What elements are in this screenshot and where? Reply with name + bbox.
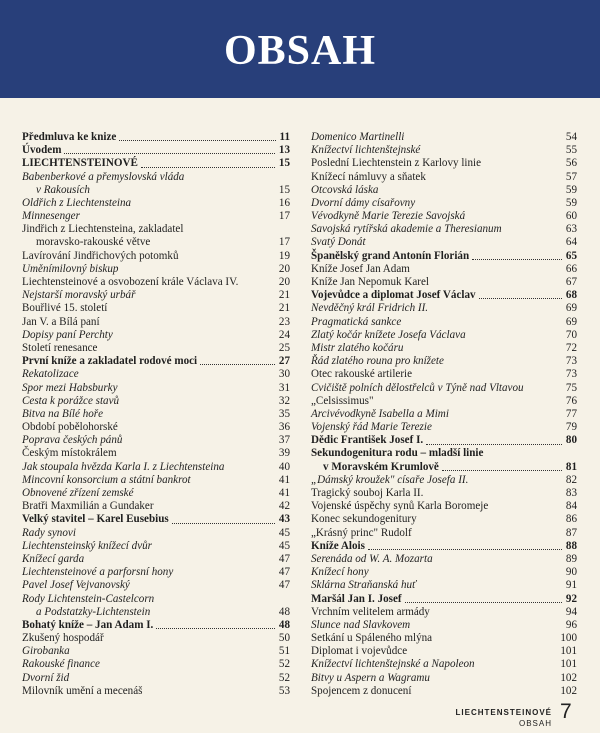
toc-entry-page: 37 xyxy=(278,434,290,447)
toc-entry-page: 59 xyxy=(565,196,577,209)
toc-entry-page: 64 xyxy=(565,236,577,249)
toc-entry xyxy=(311,250,577,263)
toc-leader xyxy=(472,259,562,260)
toc-entry-title: Konec sekundogenitury xyxy=(311,513,417,526)
toc-entry-title: Bohatý kníže – Jan Adam I. xyxy=(22,618,154,631)
toc-entry-title: Sekundogenitura rodu – mladší linie xyxy=(311,447,484,460)
toc-entry-page: 55 xyxy=(565,144,577,157)
toc-entry-title: LIECHTENSTEINOVÉ xyxy=(22,157,138,170)
page-title: OBSAH xyxy=(223,28,377,74)
toc-entry-page: 17 xyxy=(278,236,290,249)
toc-entry-title: Bitva na Bílé hoře xyxy=(22,407,104,420)
footer-subsection-label: OBSAH xyxy=(518,719,552,728)
toc-entry xyxy=(22,513,290,526)
toc-entry-page: 27 xyxy=(278,355,290,368)
toc-entry xyxy=(22,421,290,434)
toc-entry-page: 32 xyxy=(278,394,290,407)
toc-entry-page: 59 xyxy=(565,183,577,196)
toc-entry-title: Rakouské finance xyxy=(22,658,100,671)
toc-entry xyxy=(311,474,577,487)
toc-entry xyxy=(311,144,577,157)
toc-entry xyxy=(22,237,290,250)
toc-entry-page: 41 xyxy=(278,473,290,486)
toc-entry-title: Velký stavitel – Karel Eusebius xyxy=(22,513,169,526)
toc-entry xyxy=(311,382,577,395)
toc-entry xyxy=(311,461,577,474)
toc-entry-title: Dvorní dámy císařovny xyxy=(311,196,416,209)
toc-entry-page: 35 xyxy=(278,407,290,420)
toc-entry xyxy=(22,157,290,170)
toc-entry-page: 45 xyxy=(278,526,290,539)
toc-entry xyxy=(22,645,290,658)
toc-entry xyxy=(22,632,290,645)
toc-entry xyxy=(311,289,577,302)
toc-entry-title: Knížecí garda xyxy=(22,552,85,565)
footer-section-label: LIECHTENSTEINOVÉ xyxy=(455,708,552,717)
toc-entry xyxy=(311,302,577,315)
toc-entry-page: 101 xyxy=(560,645,577,658)
toc-entry xyxy=(22,368,290,381)
toc-entry-page: 60 xyxy=(565,210,577,223)
toc-entry-title: Rody Lichtenstein-Castelcorn xyxy=(22,592,155,605)
toc-entry xyxy=(22,540,290,553)
toc-entry-title: Vojevůdce a diplomat Josef Václav xyxy=(311,289,476,302)
header-band xyxy=(0,0,600,98)
toc-entry-page: 36 xyxy=(278,421,290,434)
toc-entry-title: Milovník umění a mecenáš xyxy=(22,684,143,697)
toc-entry xyxy=(22,223,290,236)
toc-entry xyxy=(22,382,290,395)
toc-entry-page: 77 xyxy=(565,407,577,420)
toc-entry xyxy=(311,197,577,210)
toc-entry-page: 52 xyxy=(278,671,290,684)
toc-entry-page: 84 xyxy=(565,500,577,513)
toc-entry-page: 20 xyxy=(278,276,290,289)
toc-entry xyxy=(22,672,290,685)
toc-entry-page: 57 xyxy=(565,170,577,183)
toc-entry-page: 66 xyxy=(565,262,577,275)
toc-entry-page: 30 xyxy=(278,368,290,381)
toc-entry-title: Rekatolizace xyxy=(22,368,79,381)
toc-entry xyxy=(311,685,577,698)
toc-leader xyxy=(426,444,562,445)
toc-entry-title: Dědic František Josef I. xyxy=(311,434,424,447)
toc-entry xyxy=(311,157,577,170)
toc-entry-page: 81 xyxy=(565,460,577,473)
toc-entry-title: moravsko-rakouské větve xyxy=(36,236,151,249)
toc-entry-page: 21 xyxy=(278,289,290,302)
toc-entry xyxy=(311,579,577,592)
toc-entry xyxy=(22,474,290,487)
toc-leader xyxy=(64,153,274,154)
toc-entry-title: Svatý Donát xyxy=(311,236,366,249)
toc-entry-title: Lavírování Jindřichových potomků xyxy=(22,249,179,262)
toc-entry-title: Století renesance xyxy=(22,341,98,354)
toc-entry xyxy=(22,500,290,513)
toc-entry xyxy=(22,527,290,540)
toc-entry xyxy=(22,566,290,579)
toc-entry xyxy=(311,276,577,289)
toc-entry-page: 20 xyxy=(278,262,290,275)
toc-entry xyxy=(311,171,577,184)
toc-entry-page: 67 xyxy=(565,276,577,289)
toc-leader xyxy=(442,470,562,471)
toc-entry-title: Zkušený hospodář xyxy=(22,632,104,645)
toc-entry-title: Úvodem xyxy=(22,144,62,157)
toc-entry-title: Poprava českých pánů xyxy=(22,434,123,447)
toc-entry-title: Cesta k porážce stavů xyxy=(22,394,120,407)
toc-entry-title: Kníže Josef Jan Adam xyxy=(311,262,410,275)
toc-entry xyxy=(311,566,577,579)
toc-entry xyxy=(22,593,290,606)
toc-entry xyxy=(22,197,290,210)
toc-entry-page: 43 xyxy=(278,513,290,526)
toc-entry xyxy=(311,184,577,197)
toc-entry-page: 24 xyxy=(278,328,290,341)
toc-entry-title: Dvorní žid xyxy=(22,671,70,684)
toc-entry-title: Otec rakouské artilerie xyxy=(311,368,413,381)
toc-entry xyxy=(22,395,290,408)
toc-entry xyxy=(22,316,290,329)
toc-entry-page: 96 xyxy=(565,618,577,631)
toc-entry-title: Knížectví lichtenštejnské xyxy=(311,144,421,157)
toc-entry xyxy=(311,434,577,447)
toc-entry-page: 47 xyxy=(278,566,290,579)
toc-right-column xyxy=(311,131,577,698)
toc-entry xyxy=(311,329,577,342)
toc-entry-title: Arcivévodkyně Isabella a Mimi xyxy=(311,407,449,420)
toc-entry-title: Vévodkyně Marie Terezie Savojská xyxy=(311,210,466,223)
toc-entry-title: Předmluva ke knize xyxy=(22,130,117,143)
toc-entry xyxy=(311,487,577,500)
toc-entry-title: Obnovené zřízení zemské xyxy=(22,487,134,500)
toc-entry-page: 53 xyxy=(278,684,290,697)
toc-entry-title: Oldřich z Liechtensteina xyxy=(22,196,132,209)
toc-entry-page: 82 xyxy=(565,473,577,486)
toc-entry xyxy=(22,131,290,144)
toc-leader xyxy=(119,140,275,141)
toc-entry-page: 86 xyxy=(565,513,577,526)
toc-entry-title: Minnesenger xyxy=(22,210,80,223)
toc-entry-page: 23 xyxy=(278,315,290,328)
toc-entry-title: Diplomat i vojevůdce xyxy=(311,645,408,658)
toc-entry xyxy=(311,513,577,526)
toc-entry-title: Bitvy u Aspern a Wagramu xyxy=(311,671,430,684)
toc-entry-page: 73 xyxy=(565,368,577,381)
toc-entry xyxy=(311,316,577,329)
toc-entry-title: Serenáda od W. A. Mozarta xyxy=(311,552,433,565)
toc-entry xyxy=(22,250,290,263)
toc-entry-title: Domenico Martinelli xyxy=(311,130,405,143)
toc-entry-page: 56 xyxy=(565,157,577,170)
toc-entry-page: 48 xyxy=(278,618,290,631)
toc-entry-page: 47 xyxy=(278,552,290,565)
toc-entry-page: 11 xyxy=(279,130,290,143)
toc-entry-title: Babenberkové a přemyslovská vláda xyxy=(22,170,185,183)
toc-entry-page: 90 xyxy=(565,566,577,579)
toc-entry-title: Nejstarší moravský urbář xyxy=(22,289,136,302)
toc-entry-page: 63 xyxy=(565,223,577,236)
toc-entry xyxy=(22,448,290,461)
toc-entry-title: Knížecí námluvy a sňatek xyxy=(311,170,426,183)
toc-entry-title: Sklárna Straňanská huť xyxy=(311,579,417,592)
toc-entry-title: Jan V. a Bílá paní xyxy=(22,315,100,328)
toc-entry-page: 17 xyxy=(278,210,290,223)
toc-entry xyxy=(22,685,290,698)
toc-entry-page: 19 xyxy=(278,249,290,262)
toc-entry xyxy=(311,448,577,461)
toc-entry-page: 72 xyxy=(565,341,577,354)
toc-leader xyxy=(156,628,275,629)
toc-entry-title: v Moravském Krumlově xyxy=(323,460,439,473)
toc-entry xyxy=(22,289,290,302)
toc-entry-page: 41 xyxy=(278,487,290,500)
toc-entry-page: 87 xyxy=(565,526,577,539)
toc-entry-page: 89 xyxy=(565,552,577,565)
toc-entry xyxy=(311,500,577,513)
toc-leader xyxy=(141,167,275,168)
toc-entry-title: Kníže Alois xyxy=(311,539,365,552)
toc-leader xyxy=(479,298,562,299)
toc-entry-title: Knížectví lichtenštejnské a Napoleon xyxy=(311,658,475,671)
toc-entry xyxy=(311,342,577,355)
toc-entry-title: Liechtensteinský knížecí dvůr xyxy=(22,539,152,552)
toc-entry xyxy=(22,184,290,197)
toc-entry xyxy=(22,171,290,184)
toc-entry xyxy=(22,210,290,223)
toc-entry-page: 88 xyxy=(565,539,577,552)
toc-entry-page: 15 xyxy=(278,183,290,196)
toc-entry-title: Vrchním velitelem armády xyxy=(311,605,430,618)
toc-entry-title: Pragmatická sankce xyxy=(311,315,402,328)
toc-entry-title: Jak stoupala hvězda Karla I. z Liechtensteina xyxy=(22,460,225,473)
toc-entry-title: Bratři Maxmilián a Gundaker xyxy=(22,500,154,513)
toc-entry-title: Dopisy paní Perchty xyxy=(22,328,113,341)
toc-entry-page: 91 xyxy=(565,579,577,592)
toc-entry-page: 39 xyxy=(278,447,290,460)
toc-entry-page: 45 xyxy=(278,539,290,552)
toc-entry xyxy=(22,263,290,276)
toc-entry xyxy=(22,461,290,474)
toc-left-column xyxy=(22,131,290,698)
toc-entry xyxy=(311,672,577,685)
toc-entry xyxy=(22,606,290,619)
toc-entry xyxy=(311,645,577,658)
page-number: 7 xyxy=(560,700,572,723)
toc-entry xyxy=(22,553,290,566)
toc-entry xyxy=(311,223,577,236)
toc-entry xyxy=(22,619,290,632)
toc-entry xyxy=(22,342,290,355)
toc-entry xyxy=(311,659,577,672)
toc-entry-title: Girobanka xyxy=(22,645,70,658)
toc-entry xyxy=(311,619,577,632)
toc-entry-title: „Celsissimus" xyxy=(311,394,374,407)
toc-entry-page: 42 xyxy=(278,500,290,513)
toc-entry xyxy=(22,276,290,289)
toc-entry-title: Uměnímilovný biskup xyxy=(22,262,119,275)
toc-entry-title: Setkání u Spáleného mlýna xyxy=(311,632,433,645)
toc-entry-title: Maršál Jan I. Josef xyxy=(311,592,402,605)
toc-entry-title: Nevděčný král Fridrich II. xyxy=(311,302,429,315)
toc-entry-title: Mistr zlatého kočáru xyxy=(311,341,404,354)
toc-entry-title: v Rakousích xyxy=(36,183,90,196)
toc-entry-page: 25 xyxy=(278,341,290,354)
toc-entry xyxy=(311,540,577,553)
toc-entry-title: Vojenské úspěchy synů Karla Boromeje xyxy=(311,500,489,513)
toc-entry-page: 100 xyxy=(560,632,577,645)
toc-entry xyxy=(22,144,290,157)
toc-entry xyxy=(311,355,577,368)
toc-entry-page: 54 xyxy=(565,130,577,143)
toc-entry-page: 50 xyxy=(278,632,290,645)
toc-entry xyxy=(311,632,577,645)
toc-entry-title: Liechtensteinové a parforsní hony xyxy=(22,566,174,579)
toc-entry xyxy=(311,527,577,540)
toc-leader xyxy=(405,602,562,603)
toc-entry-title: Spor mezi Habsburky xyxy=(22,381,118,394)
toc-entry-page: 83 xyxy=(565,487,577,500)
toc-entry-title: Slunce nad Slavkovem xyxy=(311,618,411,631)
toc-entry-title: Českým místokrálem xyxy=(22,447,117,460)
toc-entry-title: Kníže Jan Nepomuk Karel xyxy=(311,276,429,289)
toc-entry xyxy=(311,395,577,408)
toc-entry xyxy=(311,606,577,619)
toc-entry xyxy=(311,210,577,223)
toc-entry-title: „Dámský kroužek" císaře Josefa II. xyxy=(311,473,469,486)
toc-entry-page: 47 xyxy=(278,579,290,592)
toc-entry xyxy=(22,487,290,500)
toc-entry-page: 102 xyxy=(560,684,577,697)
toc-leader xyxy=(200,364,275,365)
toc-entry xyxy=(22,659,290,672)
toc-entry-title: Tragický souboj Karla II. xyxy=(311,487,424,500)
toc-entry-title: Vojenský řád Marie Terezie xyxy=(311,421,432,434)
toc-entry xyxy=(22,579,290,592)
toc-entry-page: 101 xyxy=(560,658,577,671)
toc-entry xyxy=(311,553,577,566)
toc-entry-page: 73 xyxy=(565,355,577,368)
toc-entry-page: 48 xyxy=(278,605,290,618)
toc-entry-page: 75 xyxy=(565,381,577,394)
toc-entry-title: Španělský grand Antonín Florián xyxy=(311,249,470,262)
toc-entry-title: Období pobělohorské xyxy=(22,421,118,434)
toc-entry-page: 79 xyxy=(565,421,577,434)
toc-entry-page: 94 xyxy=(565,605,577,618)
toc-entry xyxy=(22,329,290,342)
toc-entry-page: 40 xyxy=(278,460,290,473)
toc-entry-title: Cvičiště polních dělostřelců v Týně nad Vltavou xyxy=(311,381,524,394)
toc-entry-title: „Krásný princ" Rudolf xyxy=(311,526,412,539)
toc-entry-page: 68 xyxy=(565,289,577,302)
toc-entry-page: 21 xyxy=(278,302,290,315)
toc-entry xyxy=(22,434,290,447)
toc-entry xyxy=(311,263,577,276)
toc-entry xyxy=(22,408,290,421)
toc-entry-title: Pavel Josef Vejvanovský xyxy=(22,579,130,592)
toc-entry-page: 80 xyxy=(565,434,577,447)
toc-entry-page: 76 xyxy=(565,394,577,407)
toc-entry-page: 102 xyxy=(560,671,577,684)
toc-entry-title: Řád zlatého rouna pro knížete xyxy=(311,355,444,368)
toc-entry xyxy=(311,408,577,421)
toc-entry-page: 65 xyxy=(565,249,577,262)
toc-entry xyxy=(22,302,290,315)
toc-entry-page: 31 xyxy=(278,381,290,394)
toc-entry-title: Spojencem z donucení xyxy=(311,684,412,697)
toc-entry-page: 70 xyxy=(565,328,577,341)
toc-entry xyxy=(311,368,577,381)
toc-entry-page: 13 xyxy=(278,144,290,157)
toc-entry-title: První kníže a zakladatel rodové moci xyxy=(22,355,198,368)
toc-entry-page: 15 xyxy=(278,157,290,170)
toc-entry-title: Rady synovi xyxy=(22,526,76,539)
toc-entry xyxy=(22,355,290,368)
toc-entry-title: Mincovní konsorcium a státní bankrot xyxy=(22,473,191,486)
toc-entry xyxy=(311,421,577,434)
toc-entry xyxy=(311,237,577,250)
toc-entry-title: Jindřich z Liechtensteina, zakladatel xyxy=(22,223,184,236)
toc-entry-page: 16 xyxy=(278,196,290,209)
toc-leader xyxy=(172,523,275,524)
toc-entry-page: 69 xyxy=(565,302,577,315)
toc-entry xyxy=(311,593,577,606)
toc-entry-page: 52 xyxy=(278,658,290,671)
toc-entry-page: 69 xyxy=(565,315,577,328)
toc-entry-page: 92 xyxy=(565,592,577,605)
toc-entry xyxy=(311,131,577,144)
toc-entry-title: Knížecí hony xyxy=(311,566,369,579)
toc-entry-title: Otcovská láska xyxy=(311,183,379,196)
toc-entry-title: Liechtensteinové a osvobození krále Václava IV. xyxy=(22,276,239,289)
toc-entry-title: Savojská rytířská akademie a Theresianum xyxy=(311,223,502,236)
toc-entry-title: Poslední Liechtenstein z Karlovy linie xyxy=(311,157,482,170)
toc-leader xyxy=(368,549,562,550)
toc-entry-title: Bouřlivé 15. století xyxy=(22,302,108,315)
toc-entry-title: Zlatý kočár knížete Josefa Václava xyxy=(311,328,466,341)
toc-entry-title: a Podstatzky-Lichtenstein xyxy=(36,605,151,618)
toc-entry-page: 51 xyxy=(278,645,290,658)
